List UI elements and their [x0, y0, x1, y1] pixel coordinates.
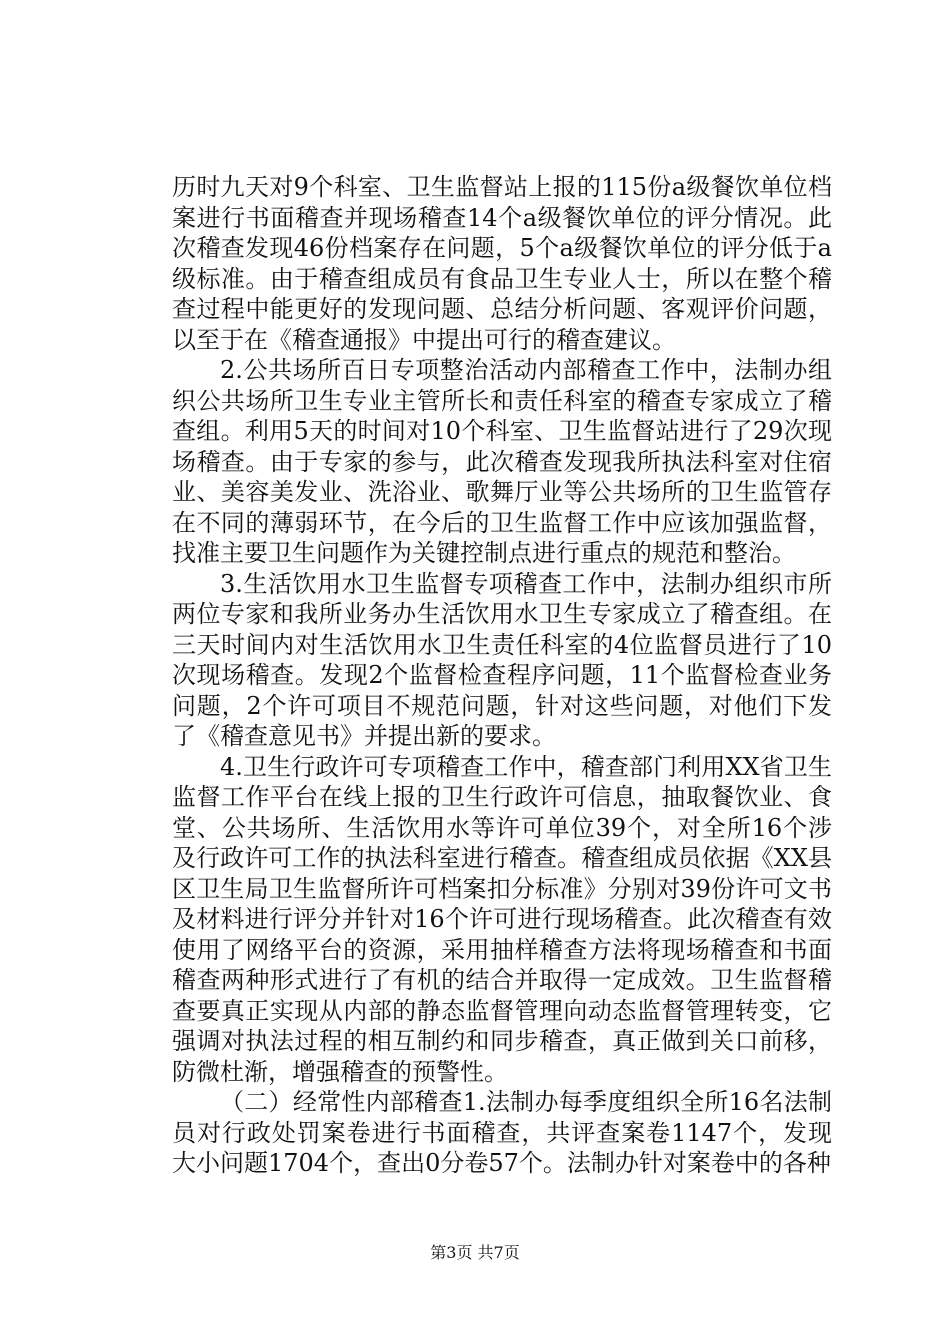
paragraph-5: （二）经常性内部稽查1.法制办每季度组织全所16名法制员对行政处罚案卷进行书面稽查，共评查案卷1147个，发现大小问题1704个，查出0分卷57个。法制办针对案卷中的各种 — [172, 1088, 832, 1177]
paragraph-2: 2.公共场所百日专项整治活动内部稽查工作中，法制办组织公共场所卫生专业主管所长和责任科室的稽查专家成立了稽查组。利用5天的时间对10个科室、卫生监督站进行了29次现场稽查。由于专家的参与，此次稽查发现我所执法科室对住宿业、美容美发业、洗浴业、歌舞厅业等公共场所的卫生监管存在不同的薄弱环节，在今后的卫生监督工作中应该加强监督，找准主要卫生问题作为关键控制点进行重点的规范和整治。 — [172, 356, 832, 567]
paragraph-1: 历时九天对9个科室、卫生监督站上报的115份a级餐饮单位档案进行书面稽查并现场稽查14个a级餐饮单位的评分情况。此次稽查发现46份档案存在问题，5个a级餐饮单位的评分低于a级标准。由于稽查组成员有食品卫生专业人士，所以在整个稽查过程中能更好的发现问题、总结分析问题、客观评价问题，以至于在《稽查通报》中提出可行的稽查建议。 — [172, 173, 832, 354]
page-footer: 第3页 共7页 — [430, 1243, 520, 1262]
document-body — [172, 172, 832, 1179]
paragraph-3: 3.生活饮用水卫生监督专项稽查工作中，法制办组织市所两位专家和我所业务办生活饮用水卫生专家成立了稽查组。在三天时间内对生活饮用水卫生责任科室的4位监督员进行了10次现场稽查。发现2个监督检查程序问题，11个监督检查业务问题，2个许可项目不规范问题，针对这些问题，对他们下发了《稽查意见书》并提出新的要求。 — [172, 569, 832, 750]
paragraph-4: 4.卫生行政许可专项稽查工作中，稽查部门利用XX省卫生监督工作平台在线上报的卫生行政许可信息，抽取餐饮业、食堂、公共场所、生活饮用水等许可单位39个，对全所16个涉及行政许可工作的执法科室进行稽查。稽查组成员依据《XX县区卫生局卫生监督所许可档案扣分标准》分别对39份许可文书及材料进行评分并针对16个许可进行现场稽查。此次稽查有效使用了网络平台的资源，采用抽样稽查方法将现场稽查和书面稽查两种形式进行了有机的结合并取得一定成效。卫生监督稽查要真正实现从内部的静态监督管理向动态监督管理转变，它强调对执法过程的相互制约和同步稽查，真正做到关口前移，防微杜渐，增强稽查的预警性。 — [172, 752, 832, 1086]
